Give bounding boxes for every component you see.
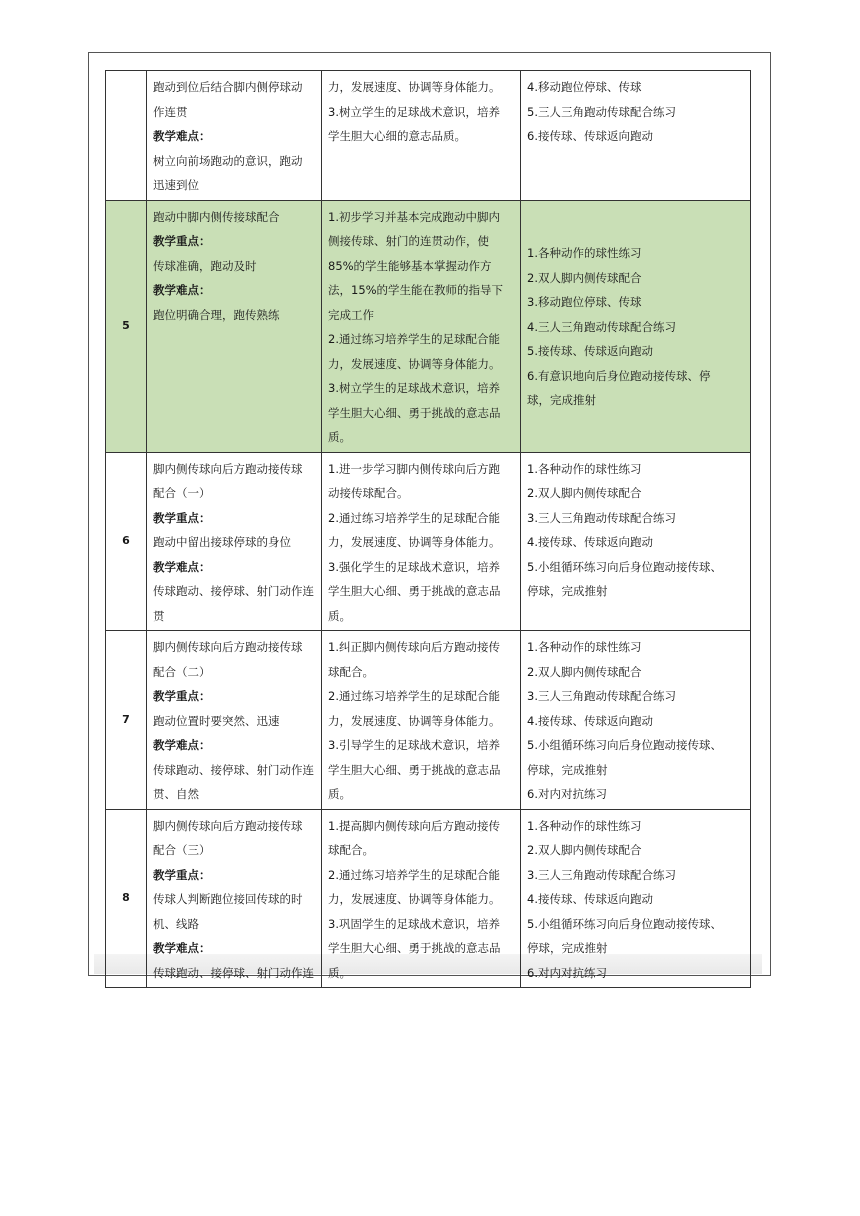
lesson-row	[106, 809, 751, 988]
goal-line: 力，发展速度、协调等身体能力。	[328, 713, 501, 728]
goal-line: 1.初步学习并基本完成跑动中脚内	[328, 209, 500, 224]
lesson-methods-cell	[521, 809, 751, 988]
goal-line: 2.通过练习培养学生的足球配合能	[328, 332, 500, 346]
method-line: 4.移动跑位停球、传球	[527, 80, 642, 94]
content-line: 跑动位置时要突然、迅速	[153, 713, 280, 728]
method-line: 1.各种动作的球性练习	[527, 640, 642, 654]
method-line: 2.双人脚内侧传球配合	[527, 486, 642, 500]
lesson-goals-cell	[322, 452, 521, 631]
method-line: 2.双人脚内侧传球配合	[527, 270, 642, 285]
goal-line: 力，发展速度、协调等身体能力。	[328, 535, 501, 549]
content-line: 跑位明确合理，跑传熟练	[153, 307, 280, 322]
lesson-goals-cell	[322, 71, 521, 201]
method-line: 4.接传球、传球返向跑动	[527, 535, 653, 549]
method-line: 3.三人三角跑动传球配合练习	[527, 689, 676, 703]
lesson-number: 5	[106, 200, 147, 452]
goal-line: 学生胆大心细、勇于挑战的意志品	[328, 405, 501, 420]
method-line: 球，完成推射	[527, 393, 596, 408]
goal-line: 1.进一步学习脚内侧传球向后方跑	[328, 461, 500, 476]
goal-line: 质。	[328, 787, 351, 801]
content-line: 贯	[153, 608, 165, 623]
goal-line: 质。	[328, 965, 351, 980]
goal-line: 2.通过练习培养学生的足球配合能	[328, 867, 500, 882]
section-heading: 教学难点：	[153, 283, 211, 297]
goal-line: 3.引导学生的足球战术意识，培养	[328, 738, 500, 752]
goal-line: 1.提高脚内侧传球向后方跑动接传	[328, 818, 500, 833]
method-line: 5.小组循环练习向后身位跑动接传球、	[527, 559, 722, 574]
method-line: 2.双人脚内侧传球配合	[527, 843, 642, 857]
goal-line: 学生胆大心细的意志品质。	[328, 129, 466, 143]
goal-line: 3.巩固学生的足球战术意识，培养	[328, 916, 500, 931]
method-line: 5.接传球、传球返向跑动	[527, 344, 653, 359]
lesson-goals-cell	[322, 809, 521, 988]
goal-line: 学生胆大心细、勇于挑战的意志品	[328, 762, 501, 777]
section-heading: 教学重点：	[153, 689, 211, 703]
goal-line: 侧接传球、射门的连贯动作，使	[328, 234, 489, 248]
content-line: 跑动到位后结合脚内侧停球动	[153, 80, 303, 94]
lesson-row	[106, 200, 751, 452]
method-line: 3.三人三角跑动传球配合练习	[527, 867, 676, 882]
method-line: 6.接传球、传球返向跑动	[527, 129, 653, 143]
method-line: 5.小组循环练习向后身位跑动接传球、	[527, 916, 722, 931]
lesson-goals-cell	[322, 631, 521, 810]
lesson-number: 6	[106, 452, 147, 631]
lesson-row	[106, 631, 751, 810]
goal-line: 2.通过练习培养学生的足球配合能	[328, 689, 500, 703]
lesson-plan-table	[105, 70, 751, 988]
lesson-content-cell	[147, 452, 322, 631]
goal-line: 1.纠正脚内侧传球向后方跑动接传	[328, 640, 500, 654]
content-line: 配合（二）	[153, 664, 211, 679]
method-line: 4.接传球、传球返向跑动	[527, 892, 653, 906]
method-line: 2.双人脚内侧传球配合	[527, 664, 642, 679]
content-line: 传球跑动、接停球、射门动作连	[153, 965, 314, 980]
method-line: 1.各种动作的球性练习	[527, 818, 642, 833]
section-heading: 教学重点：	[153, 234, 211, 248]
method-line: 5.三人三角跑动传球配合练习	[527, 104, 676, 119]
method-line: 4.三人三角跑动传球配合练习	[527, 319, 676, 334]
section-heading: 教学难点：	[153, 941, 211, 955]
content-line: 树立向前场跑动的意识，跑动	[153, 153, 303, 168]
goal-line: 完成工作	[328, 307, 374, 322]
content-line: 跑动中留出接球停球的身位	[153, 535, 291, 549]
method-line: 6.对内对抗练习	[527, 787, 607, 801]
method-line: 6.对内对抗练习	[527, 965, 607, 980]
lesson-goals-cell	[322, 200, 521, 452]
content-line: 脚内侧传球向后方跑动接传球	[153, 818, 303, 833]
goal-line: 3.树立学生的足球战术意识，培养	[328, 104, 500, 119]
method-line: 3.移动跑位停球、传球	[527, 295, 642, 310]
goal-line: 球配合。	[328, 664, 374, 679]
lesson-methods-cell	[521, 452, 751, 631]
section-heading: 教学重点：	[153, 867, 211, 882]
content-line: 配合（三）	[153, 843, 211, 857]
content-line: 机、线路	[153, 916, 199, 931]
content-line: 脚内侧传球向后方跑动接传球	[153, 461, 303, 476]
content-line: 传球人判断跑位接回传球的时	[153, 892, 303, 906]
goal-line: 质。	[328, 608, 351, 623]
lesson-row	[106, 452, 751, 631]
content-line: 跑动中脚内侧传接球配合	[153, 209, 280, 224]
goal-line: 2.通过练习培养学生的足球配合能	[328, 510, 500, 525]
goal-line: 学生胆大心细、勇于挑战的意志品	[328, 941, 501, 955]
content-line: 作连贯	[153, 104, 188, 119]
method-line: 6.有意识地向后身位跑动接传球、停	[527, 368, 711, 383]
method-line: 停球，完成推射	[527, 762, 608, 777]
section-heading: 教学难点：	[153, 559, 211, 574]
method-line: 停球，完成推射	[527, 941, 608, 955]
lesson-methods-cell	[521, 71, 751, 201]
goal-line: 3.树立学生的足球战术意识，培养	[328, 381, 500, 395]
content-line: 传球跑动、接停球、射门动作连	[153, 584, 314, 598]
lesson-plan-body	[106, 71, 751, 988]
content-line: 配合（一）	[153, 486, 211, 500]
goal-line: 法，15%的学生能在教师的指导下	[328, 283, 504, 297]
lesson-number: 7	[106, 631, 147, 810]
method-line: 1.各种动作的球性练习	[527, 461, 642, 476]
lesson-row	[106, 71, 751, 201]
content-line: 迅速到位	[153, 178, 199, 192]
lesson-content-cell	[147, 631, 322, 810]
section-heading: 教学难点：	[153, 738, 211, 752]
lesson-methods-cell	[521, 631, 751, 810]
content-line: 传球跑动、接停球、射门动作连	[153, 762, 314, 777]
lesson-methods-cell	[521, 200, 751, 452]
method-line: 1.各种动作的球性练习	[527, 246, 642, 261]
lesson-number: 8	[106, 809, 147, 988]
method-line: 4.接传球、传球返向跑动	[527, 713, 653, 728]
goal-line: 力，发展速度、协调等身体能力。	[328, 892, 501, 906]
content-line: 贯、自然	[153, 787, 199, 801]
lesson-content-cell	[147, 71, 322, 201]
lesson-content-cell	[147, 200, 322, 452]
lesson-number	[106, 71, 147, 201]
content-line: 传球准确，跑动及时	[153, 258, 257, 273]
method-line: 3.三人三角跑动传球配合练习	[527, 510, 676, 525]
method-line: 5.小组循环练习向后身位跑动接传球、	[527, 738, 722, 752]
goal-line: 质。	[328, 430, 351, 444]
goal-line: 3.强化学生的足球战术意识，培养	[328, 559, 500, 574]
goal-line: 力，发展速度、协调等身体能力。	[328, 356, 501, 371]
method-line: 停球，完成推射	[527, 584, 608, 598]
section-heading: 教学重点：	[153, 510, 211, 525]
goal-line: 85%的学生能够基本掌握动作方	[328, 258, 492, 273]
goal-line: 力，发展速度、协调等身体能力。	[328, 80, 501, 94]
content-line: 脚内侧传球向后方跑动接传球	[153, 640, 303, 654]
goal-line: 球配合。	[328, 843, 374, 857]
goal-line: 学生胆大心细、勇于挑战的意志品	[328, 584, 501, 598]
goal-line: 动接传球配合。	[328, 486, 409, 500]
section-heading: 教学难点：	[153, 129, 211, 143]
lesson-content-cell	[147, 809, 322, 988]
